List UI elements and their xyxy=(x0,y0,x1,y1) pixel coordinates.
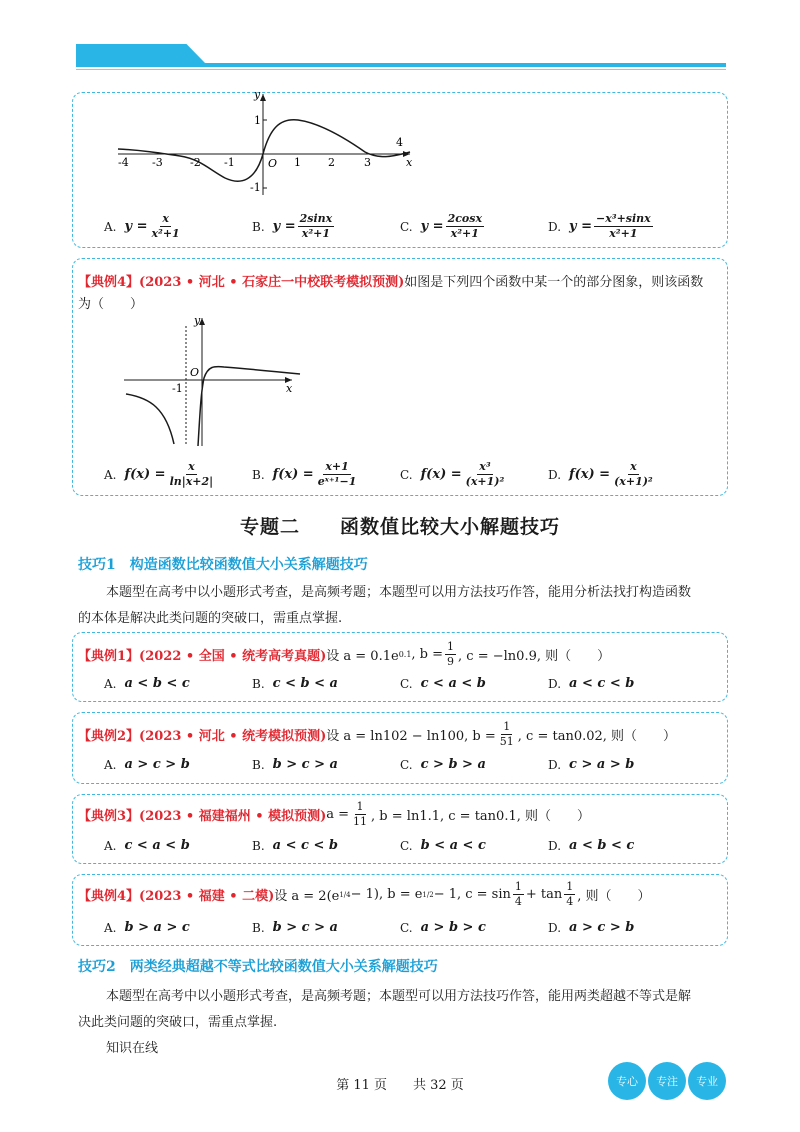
graph1-tick-label: 2 xyxy=(328,156,335,169)
option-b[interactable]: B. c < b < a xyxy=(252,676,338,691)
option-a[interactable]: A. a > c > b xyxy=(104,757,190,772)
graph1-x-label: x xyxy=(406,156,413,169)
badge: 专业 xyxy=(688,1062,726,1100)
badge: 专注 xyxy=(648,1062,686,1100)
option-c[interactable]: C. c < a < b xyxy=(400,676,486,691)
header-line-thin xyxy=(76,69,726,70)
graph2-x-label: x xyxy=(286,382,293,395)
graph1-tick-label: -1 xyxy=(250,181,261,194)
options-row-graph1 xyxy=(104,212,704,241)
option-a[interactable]: A. b > a > c xyxy=(104,920,190,935)
paragraph-line: 本题型在高考中以小题形式考查，是高频考题；本题型可以用方法技巧作答，能用分析法找打构造函数 xyxy=(106,585,692,600)
option-c[interactable]: C. a > b > c xyxy=(400,920,486,935)
graph2-tick-label: -1 xyxy=(172,382,183,395)
graph1-origin: O xyxy=(268,157,278,170)
option-b[interactable]: B. y = $\frac{2\sin x}{\text{x²+1}}$ xyxy=(252,212,333,240)
example-source: (2023 • 河北 • 石家庄一中校联考模拟预测) xyxy=(139,275,405,290)
function-graph-1 xyxy=(110,90,420,202)
function-graph-2 xyxy=(120,312,310,448)
option-c[interactable]: C. f(x) = $\frac{\text{x³}}{\text{(x+1)²}}$ xyxy=(400,460,505,488)
option-c[interactable]: C. y = $\frac{2\cos x}{\text{x²+1}}$ xyxy=(400,212,483,240)
graph1-tick-label: 4 xyxy=(396,136,403,149)
tip2-paragraph xyxy=(78,984,724,1062)
section-title: 专题二 函数值比较大小解题技巧 xyxy=(239,516,560,538)
option-b[interactable]: B. a < c < b xyxy=(252,838,338,853)
option-d[interactable]: D. a > c > b xyxy=(548,920,635,935)
option-d[interactable]: D. f(x) = $\frac{x}{\text{(x+1)²}}$ xyxy=(548,460,653,488)
header-slant xyxy=(76,44,206,64)
question-example4a-line1 xyxy=(78,271,703,290)
option-b[interactable]: B. f(x) = $\frac{x+1}{\text{eˣ⁺¹−1}}$ xyxy=(252,460,357,488)
option-d[interactable]: D. a < b < c xyxy=(548,838,635,853)
tip1-title: 技巧1 构造函数比较函数值大小关系解题技巧 xyxy=(78,557,368,573)
example-tag: 【典例3】 xyxy=(78,809,140,824)
question-example2: 【典例2】 (2023 • 河北 • 统考模拟预测) 设 a = ln102 − ln100, b = $\frac{1}{51}$ , c = tan0.02, 则（ ） xyxy=(78,720,677,748)
graph1-y-label: y xyxy=(254,90,261,101)
option-c[interactable]: C. b < a < c xyxy=(400,838,486,853)
graph2-y-label: y xyxy=(194,314,201,327)
question-example4b: 【典例4】 (2023 • 福建 • 二模) 设 a = 2(e 1/4 − 1), b = e 1/2 − 1, c = sin $\frac{1}{4}$ + tan $\frac{1}{4}$ , 则（ ） xyxy=(78,880,651,908)
example-tag: 【典例4】 xyxy=(78,275,140,290)
graph1-tick-label: 3 xyxy=(364,156,371,169)
badge: 专心 xyxy=(608,1062,646,1100)
option-a[interactable]: A. c < a < b xyxy=(104,838,190,853)
options-row-example1 xyxy=(104,676,704,691)
option-d[interactable]: D. c > a > b xyxy=(548,757,635,772)
header-line xyxy=(76,63,726,67)
question-example1: 【典例1】 (2022 • 全国 • 统考高考真题) 设 a = 0.1e 0.1 , b = $\frac{1}{9}$ , c = −ln0.9, 则（ ） xyxy=(78,640,611,668)
paragraph-line: 本题型在高考中以小题形式考查，是高频考题；本题型可以用方法技巧作答，能用两类超越不等式是解 xyxy=(106,989,692,1004)
knowledge-label: 知识在线 xyxy=(106,1041,159,1056)
header-bar xyxy=(76,44,726,72)
question-text: 如图是下列四个函数中某一个的部分图象，则该函数 xyxy=(404,275,704,290)
option-a[interactable]: A. a < b < c xyxy=(104,676,190,691)
page-footer: 第 11 页 共 32 页 xyxy=(336,1078,464,1093)
graph1-tick-label: -3 xyxy=(152,156,163,169)
options-row-example4b xyxy=(104,920,704,935)
options-row-example3 xyxy=(104,838,704,853)
graph1-tick-label: 1 xyxy=(294,156,301,169)
paragraph-line: 的本体是解决此类问题的突破口，需重点掌握. xyxy=(78,611,343,626)
paragraph-line: 决此类问题的突破口，需重点掌握. xyxy=(78,1015,278,1030)
option-b[interactable]: B. b > c > a xyxy=(252,757,338,772)
option-c[interactable]: C. c > b > a xyxy=(400,757,486,772)
question-example3: 【典例3】 (2023 • 福建福州 • 模拟预测) a = $\frac{1}{11}$ , b = ln1.1, c = tan0.1, 则（ ） xyxy=(78,800,590,828)
option-d[interactable]: D. a < c < b xyxy=(548,676,635,691)
graph1-tick-label: -2 xyxy=(190,156,201,169)
option-d[interactable]: D. y = $\frac{\text{−x³+sinx}}{\text{x²+1}}$ xyxy=(548,212,651,240)
example-tag: 【典例4】 xyxy=(78,889,140,904)
graph1-tick-label: -4 xyxy=(118,156,129,169)
example-source: (2022 • 全国 • 统考高考真题) xyxy=(139,649,327,664)
example-tag: 【典例1】 xyxy=(78,649,140,664)
graph2-origin: O xyxy=(190,366,200,379)
example-tag: 【典例2】 xyxy=(78,729,140,744)
options-row-example2 xyxy=(104,757,704,772)
option-a[interactable]: A. y = $\frac{x}{\text{x²+1}}$ xyxy=(104,212,180,240)
example-source: (2023 • 福建 • 二模) xyxy=(139,889,275,904)
tip2-title: 技巧2 两类经典超越不等式比较函数值大小关系解题技巧 xyxy=(78,959,438,975)
tip1-paragraph xyxy=(78,580,724,632)
graph1-tick-label: 1 xyxy=(254,114,261,127)
option-b[interactable]: B. b > c > a xyxy=(252,920,338,935)
option-a[interactable]: A. f(x) = $\frac{x}{\ln|x+2|}$ xyxy=(104,460,214,488)
graph1-tick-label: -1 xyxy=(224,156,235,169)
example-source: (2023 • 河北 • 统考模拟预测) xyxy=(139,729,327,744)
options-row-example4a xyxy=(104,460,704,489)
example-source: (2023 • 福建福州 • 模拟预测) xyxy=(139,809,327,824)
question-example4a-line2: 为（ ） xyxy=(78,297,144,312)
footer-badges xyxy=(608,1062,728,1100)
